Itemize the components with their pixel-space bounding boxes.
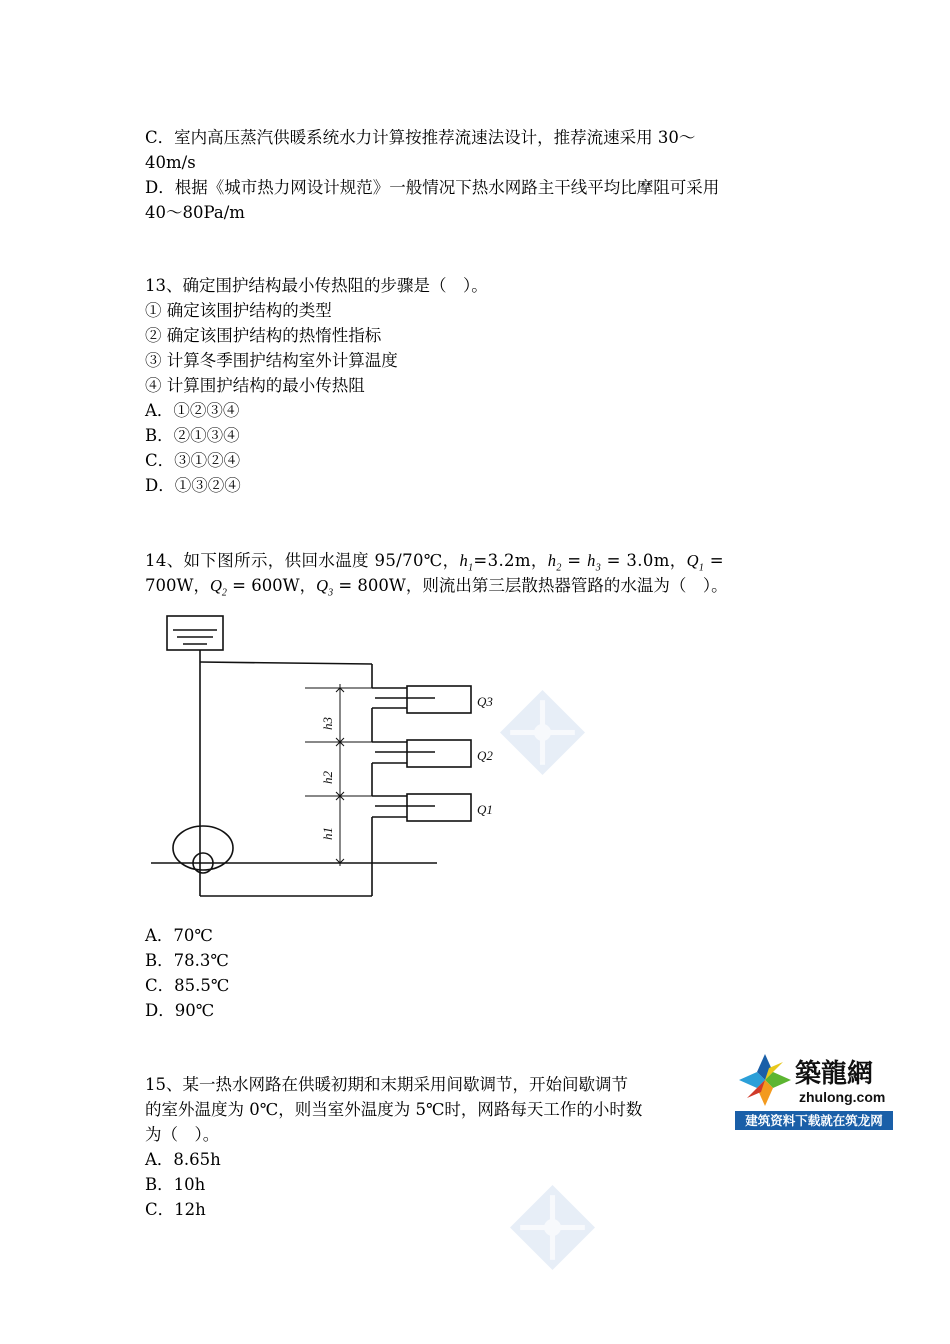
q13-option: A．①②③④ (145, 401, 240, 420)
q13-step: ① 确定该围护结构的类型 (145, 301, 332, 320)
label-q3: Q3 (477, 694, 493, 709)
q13-stem: 13、确定围护结构最小传热阻的步骤是（ ）。 (145, 276, 488, 295)
heating-system-diagram (145, 608, 505, 908)
q1-symbol: $Q_1$ (686, 551, 705, 574)
q13-option: C．③①②④ (145, 451, 241, 470)
q13-step: ④ 计算围护结构的最小传热阻 (145, 376, 365, 395)
q12-option-c-line1: C．室内高压蒸汽供暖系统水力计算按推荐流速法设计，推荐流速采用 30～ (145, 128, 696, 147)
q3-value: = 800W，则流出第三层散热器管路的水温为（ ）。 (333, 576, 728, 595)
zhulong-logo (735, 1050, 893, 1130)
q15-option: B．10h (145, 1175, 206, 1194)
logo-slogan: 建筑资料下载就在筑龙网 (745, 1113, 883, 1128)
q14-option: D．90℃ (145, 1001, 215, 1020)
label-h3: h3 (320, 717, 335, 730)
radiator-q2 (407, 740, 471, 767)
q15-option: A．8.65h (145, 1150, 221, 1169)
q2-symbol: $Q_2$ (209, 576, 227, 599)
q15-option: C．12h (145, 1200, 206, 1219)
q15-stem-line2: 的室外温度为 0℃，则当室外温度为 5℃时，网路每天工作的小时数 (145, 1100, 643, 1119)
expansion-tank (167, 616, 223, 650)
q14-stem-text: 14、如下图所示，供回水温度 95/70℃， (145, 551, 460, 570)
q12-option-d-line1: D．根据《城市热力网设计规范》一般情况下热水网路主干线平均比摩阻可采用 (145, 178, 720, 197)
q1-value: = (704, 551, 724, 570)
q13-option: B．②①③④ (145, 426, 240, 445)
watermark-snowflake-icon (500, 690, 585, 775)
q2-value: = 600W， (226, 576, 317, 595)
h3-symbol: $h_3$ (587, 551, 602, 574)
h23-value: = 3.0m， (601, 551, 687, 570)
label-q1: Q1 (477, 802, 493, 817)
q14-option: A．70℃ (145, 926, 213, 945)
q15-stem-line3: 为（ ）。 (145, 1125, 220, 1144)
logo-url: zhulong.com (799, 1089, 886, 1105)
logo-title: 築龍網 (795, 1059, 874, 1089)
q3-symbol: $Q_3$ (316, 576, 334, 599)
q14-stem-line1: 14、如下图所示，供回水温度 95/70℃，$h_1=3.2m$，$h_2 = h_3 = 3.0m$，$Q_1$ = (145, 551, 724, 574)
supply-main (200, 662, 372, 664)
radiator-q1 (407, 794, 471, 821)
label-h1: h1 (320, 827, 335, 840)
h1-symbol: $h_1$ (459, 551, 474, 574)
q14-option: B．78.3℃ (145, 951, 229, 970)
q13-step: ③ 计算冬季围护结构室外计算温度 (145, 351, 398, 370)
h2-symbol: $h_2$ (547, 551, 562, 574)
q1-value-line2: 700W， (145, 576, 210, 595)
q14-option: C．85.5℃ (145, 976, 230, 995)
q12-option-c-line2: 40m/s (145, 153, 196, 172)
watermark-snowflake-icon (510, 1185, 595, 1270)
q13-option: D．①③②④ (145, 476, 241, 495)
q12-option-d-line2: 40～80Pa/m (145, 203, 245, 222)
h1-value: =3.2m， (473, 551, 548, 570)
label-h2: h2 (320, 771, 335, 784)
q14-stem-line2 (145, 574, 728, 605)
q15-stem-line1: 15、某一热水网路在供暖初期和末期采用间歇调节，开始间歇调节 (145, 1075, 628, 1094)
radiator-q3 (407, 686, 471, 713)
label-q2: Q2 (477, 748, 493, 763)
q13-step: ② 确定该围护结构的热惰性指标 (145, 326, 382, 345)
